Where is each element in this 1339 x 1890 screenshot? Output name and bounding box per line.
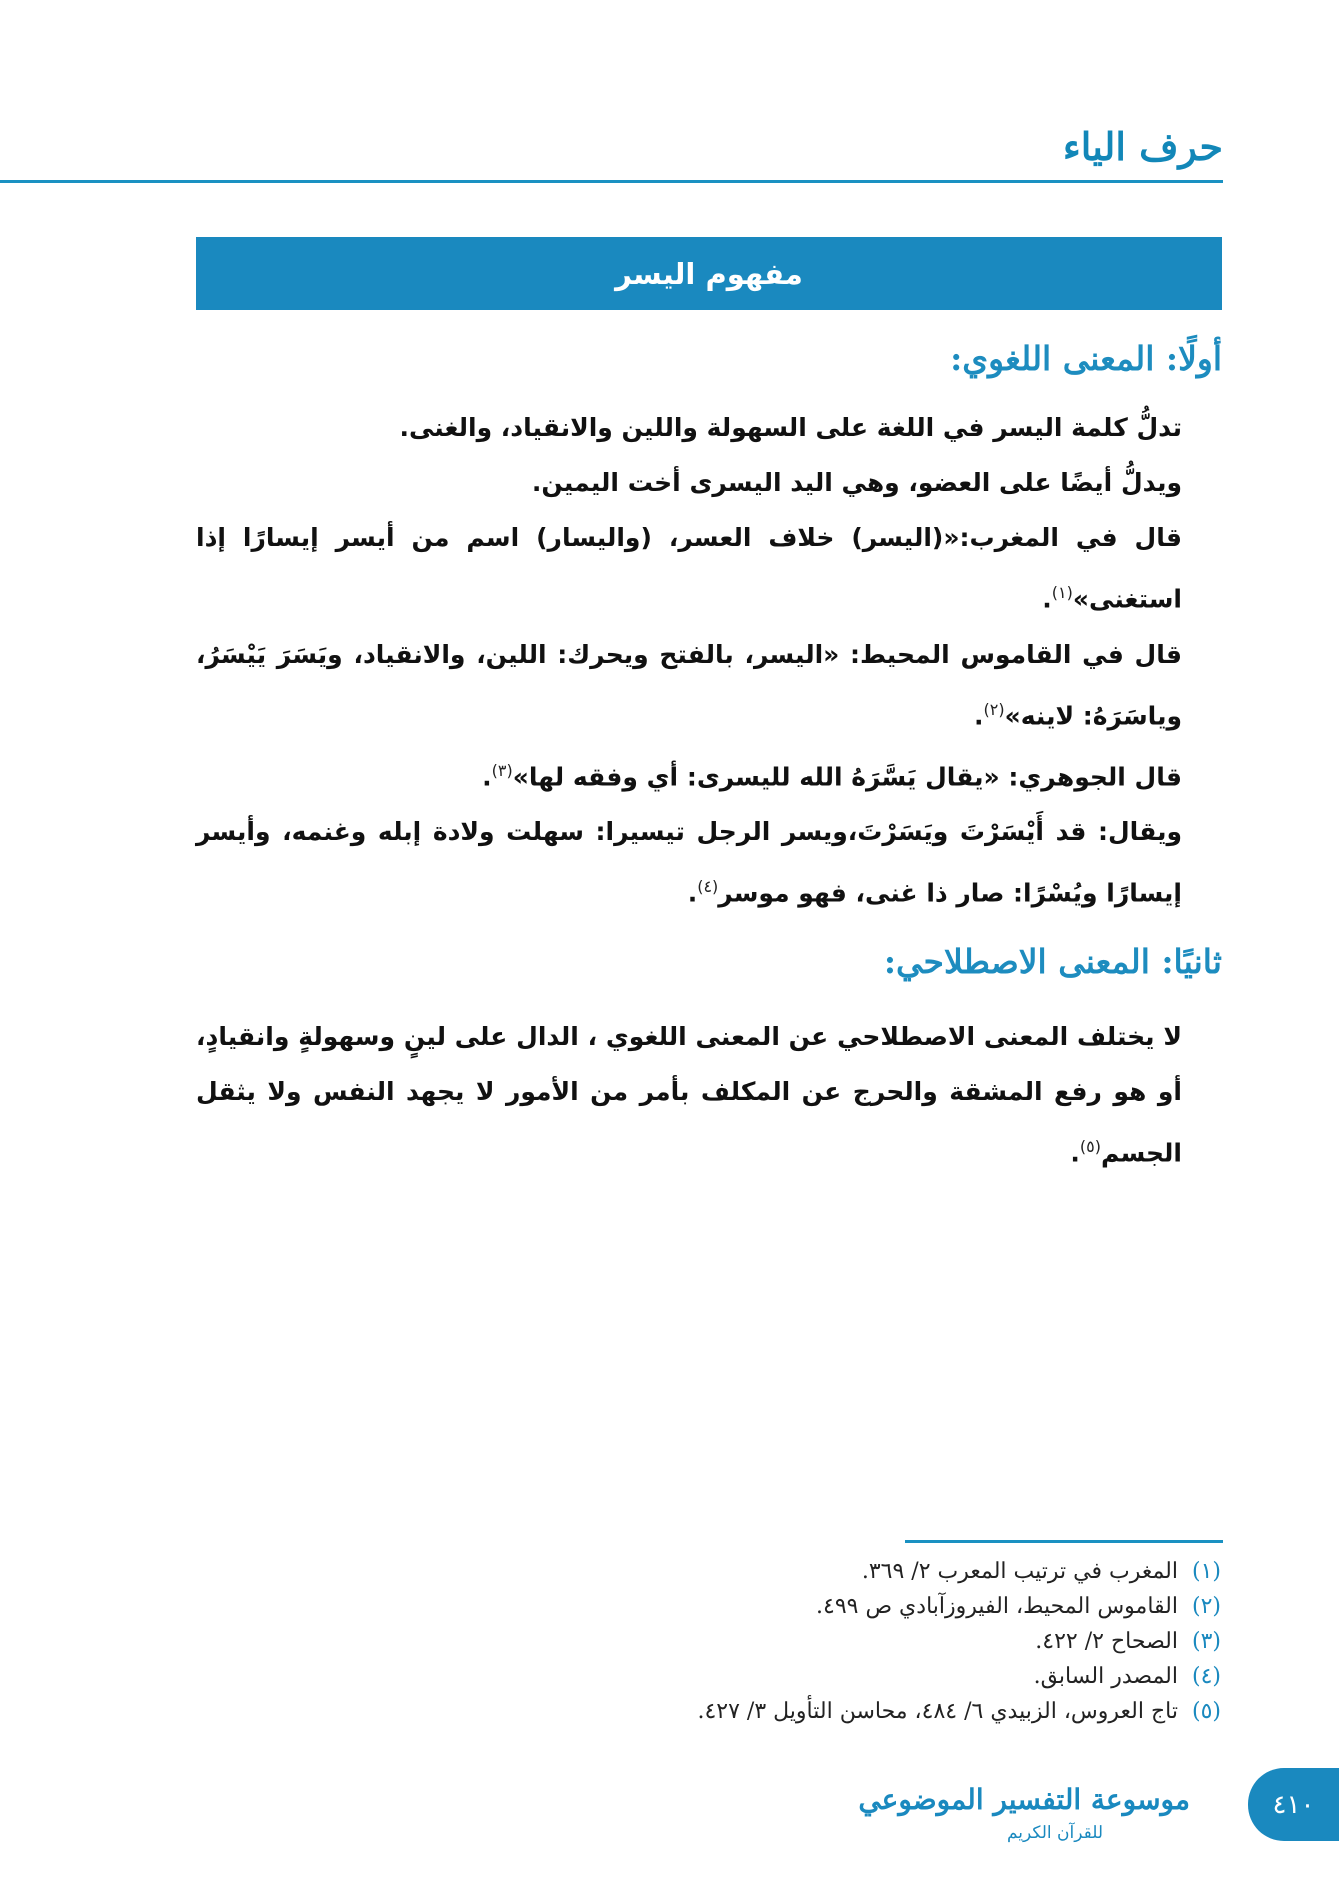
footnote-ref-3[interactable]: (٣)	[491, 760, 513, 780]
footnote-text: الصحاح ٢/ ٤٢٢.	[1035, 1629, 1178, 1654]
footnote-text: تاج العروس، الزبيدي ٦/ ٤٨٤، محاسن التأويل ٣/ ٤٢٧.	[697, 1699, 1178, 1724]
footnotes-list	[321, 1554, 1221, 1729]
footnote-ref-4[interactable]: (٤)	[697, 877, 719, 897]
section-title: مفهوم اليسر	[615, 256, 803, 291]
footnote-ref-1[interactable]: (١)	[1051, 583, 1073, 603]
paragraph-text: لا يختلف المعنى الاصطلاحي عن المعنى اللغوي ، الدال على لينٍ وسهولةٍ وانقيادٍ، أو هو رفع المشقة والحرج عن المكلف بأمر من الأمور لا يجهد النفس ولا يثقل الجسم	[196, 1021, 1182, 1168]
footnote-number: (٤)	[1191, 1664, 1221, 1689]
header-divider	[0, 180, 1223, 183]
footnote-item	[321, 1589, 1221, 1624]
linguistic-paragraph-3: قال في المغرب:«(اليسر) خلاف العسر، (واليسار) اسم من أيسر إيسارًا إذا استغنى»$^{(١)}$.	[196, 523, 1182, 614]
main-content	[196, 336, 1222, 1180]
paragraph-text: قال في القاموس المحيط: «اليسر، بالفتح ويحرك: اللين، والانقياد، ويَسَرَ يَيْسَرُ، وياسَرَهُ: لاينه»	[196, 639, 1182, 730]
footnote-text: المغرب في ترتيب المعرب ٢/ ٣٦٩.	[861, 1559, 1178, 1584]
footnote-text: القاموس المحيط، الفيروزآبادي ص ٤٩٩.	[816, 1594, 1178, 1619]
terminological-heading: ثانيًا: المعنى الاصطلاحي:	[883, 941, 1222, 981]
linguistic-paragraph-6: ويقال: قد أَيْسَرْتَ ويَسَرْتَ،ويسر الرجل تيسيرا: سهلت ولادة إبله وغنمه، وأيسر إيسارًا ويُسْرًا: صار ذا غنى، فهو موسر$^{(٤)}$.	[196, 817, 1182, 908]
logo-subtitle: للقرآن الكريم	[1006, 1823, 1104, 1843]
paragraph-text: قال في المغرب:«(اليسر) خلاف العسر، (واليسار) اسم من أيسر إيسارًا إذا استغنى»	[196, 523, 1182, 614]
footnote-number: (٢)	[1191, 1594, 1221, 1619]
logo-title: موسوعة التفسير الموضوعي	[858, 1783, 1190, 1816]
encyclopedia-logo	[858, 1778, 1190, 1860]
footnote-number: (٥)	[1191, 1699, 1221, 1724]
linguistic-heading: أولًا: المعنى اللغوي:	[950, 339, 1222, 378]
linguistic-paragraph-4: قال في القاموس المحيط: «اليسر، بالفتح ويحرك: اللين، والانقياد، ويَسَرَ يَيْسَرُ، وياسَرَهُ: لاينه»$^{(٢)}$.	[196, 639, 1182, 730]
section-title-banner	[196, 237, 1222, 310]
chapter-title: حرف الياء	[1062, 124, 1223, 169]
footnote-item	[321, 1554, 1221, 1589]
linguistic-paragraph-1: تدلُّ كلمة اليسر في اللغة على السهولة واللين والانقياد، والغنى.	[399, 413, 1182, 443]
linguistic-paragraph-5: قال الجوهري: «يقال يَسَّرَهُ الله لليسرى: أي وفقه لها»$^{(٣)}$.	[482, 760, 1182, 792]
footnote-number: (١)	[1191, 1559, 1221, 1584]
footnote-item	[321, 1624, 1221, 1659]
footnotes-divider	[905, 1540, 1223, 1543]
linguistic-paragraph-2: ويدلُّ أيضًا على العضو، وهي اليد اليسرى أخت اليمين.	[531, 468, 1182, 498]
page-number-badge	[1248, 1768, 1339, 1841]
footnote-text: المصدر السابق.	[1033, 1664, 1178, 1689]
footnote-number: (٣)	[1191, 1629, 1221, 1654]
footnote-item	[321, 1694, 1221, 1729]
terminological-paragraph: لا يختلف المعنى الاصطلاحي عن المعنى اللغوي ، الدال على لينٍ وسهولةٍ وانقيادٍ، أو هو رفع المشقة والحرج عن المكلف بأمر من الأمور لا يجهد النفس ولا يثقل الجسم$^{(٥)}$.	[196, 1021, 1182, 1168]
footnote-item	[321, 1659, 1221, 1694]
footnote-ref-2[interactable]: (٢)	[983, 699, 1005, 719]
page-number: ٤١٠	[1272, 1789, 1315, 1820]
footnote-ref-5[interactable]: (٥)	[1079, 1136, 1101, 1156]
paragraph-text: ويقال: قد أَيْسَرْتَ ويَسَرْتَ،ويسر الرجل تيسيرا: سهلت ولادة إبله وغنمه، وأيسر إيسارًا ويُسْرًا: صار ذا غنى، فهو موسر	[196, 817, 1182, 908]
paragraph-text: قال الجوهري: «يقال يَسَّرَهُ الله لليسرى: أي وفقه لها»	[512, 762, 1182, 792]
